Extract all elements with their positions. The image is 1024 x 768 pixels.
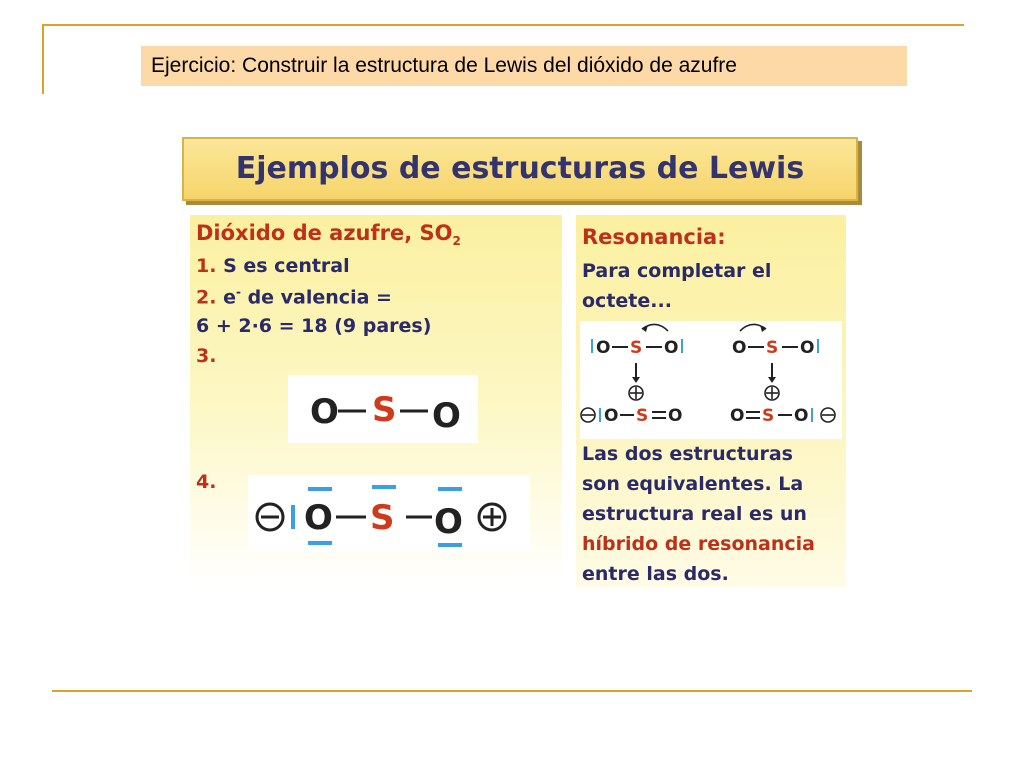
top-rule [42, 24, 964, 26]
so2-heading: Dióxido de azufre, $SO_2$ [196, 221, 461, 249]
resonance-heading: Resonancia: [582, 225, 726, 249]
resonance-intro-line1: Para completar el [582, 260, 772, 282]
svg-text:O: O [730, 406, 745, 426]
oxygen-left: O [304, 498, 333, 538]
lewis-structure [248, 475, 530, 551]
lewis-figure [180, 133, 864, 593]
resonance-structures [580, 321, 842, 439]
conclusion-line3: estructura real es un [582, 503, 807, 525]
svg-text:O: O [604, 406, 619, 426]
svg-text:S: S [766, 338, 779, 358]
step-2-calculation: 6 + 2·6 = 18 (9 pares) [196, 315, 432, 337]
structure-a-before [592, 324, 682, 358]
conclusion-line5: entre las dos. [582, 563, 729, 585]
sulfur-atom: S [370, 498, 395, 538]
figure-banner: Ejemplos de estructuras de Lewis [182, 137, 858, 201]
step-4: 4. [196, 471, 217, 493]
oxygen-left: O [310, 392, 339, 432]
lewis-structure-drawing [248, 475, 530, 551]
resonance-intro-line2: octete... [582, 290, 672, 312]
svg-text:S: S [630, 338, 643, 358]
step-3: 3. [196, 345, 217, 367]
so2-steps-panel [190, 215, 562, 585]
skeleton-structure-drawing [288, 375, 478, 443]
structure-b-before [732, 324, 818, 358]
svg-text:O: O [668, 406, 683, 426]
resonance-panel [576, 215, 846, 587]
resonance-structures-drawing [580, 321, 842, 439]
conclusion-line4: híbrido de resonancia [582, 533, 815, 555]
structure-b-after [730, 406, 835, 426]
conclusion-line1: Las dos estructuras [582, 443, 793, 465]
slide-title: Ejercicio: Construir la estructura de Lewis del dióxido de azufre [141, 46, 907, 86]
left-rule [42, 24, 44, 94]
bottom-rule [52, 690, 972, 692]
structure-a-after [581, 406, 682, 426]
oxygen-right: O [432, 396, 461, 436]
conclusion-line2: son equivalentes. La [582, 473, 804, 495]
oxygen-right: O [434, 502, 463, 542]
svg-text:S: S [762, 406, 775, 426]
svg-text:S: S [636, 406, 649, 426]
svg-text:O: O [732, 338, 747, 358]
svg-text:O: O [794, 406, 809, 426]
svg-text:O: O [800, 338, 815, 358]
step-2: 2. e- de valencia = [196, 285, 392, 309]
svg-text:O: O [664, 338, 679, 358]
step-1: 1. S es central [196, 255, 350, 277]
svg-text:O: O [596, 338, 611, 358]
sulfur-atom: S [372, 390, 397, 430]
skeleton-structure [288, 375, 478, 443]
